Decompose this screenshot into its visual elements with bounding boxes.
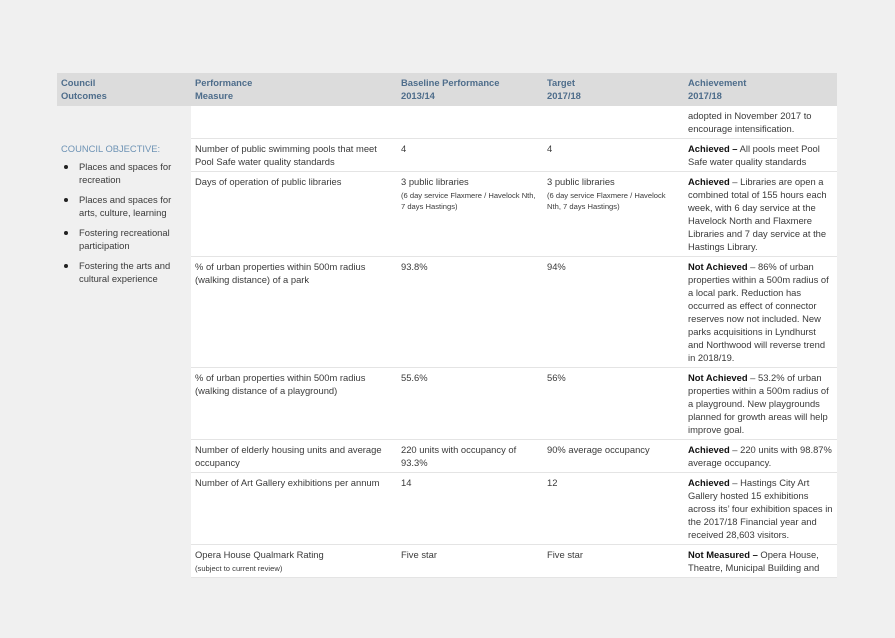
achievement-detail: – 86% of urban properties within a 500m radius of a local park. Reduction has occurred as effect of connector reserves now not included. New parks acquisitions in Lyndhurst and Northwood will reverse trend in 2018/19. — [688, 261, 829, 363]
status-label: Achieved — [688, 477, 730, 488]
measure-cell: % of urban properties within 500m radius (walking distance) of a park — [191, 257, 397, 368]
header-performance-measure: Performance Measure — [191, 73, 397, 106]
measure-value: Opera House Qualmark Rating — [195, 549, 324, 560]
target-cell: 90% average occupancy — [543, 440, 684, 473]
achievement-cell — [684, 545, 837, 578]
measure-note: (subject to current review) — [195, 564, 283, 573]
objective-list — [61, 160, 187, 286]
performance-table — [57, 73, 837, 578]
header-row — [57, 73, 837, 106]
status-label: Not Achieved — [688, 261, 748, 272]
achievement-cell — [684, 368, 837, 440]
objective-item: Fostering recreational participation — [61, 226, 187, 253]
achievement-detail: Opera House, Theatre, Municipal Building and — [688, 549, 820, 573]
baseline-value: 3 public libraries — [401, 176, 469, 187]
measure-cell: Number of Art Gallery exhibitions per annum — [191, 473, 397, 545]
baseline-cell — [397, 172, 543, 257]
measure-cell: % of urban properties within 500m radius (walking distance of a playground) — [191, 368, 397, 440]
target-cell: 12 — [543, 473, 684, 545]
measure-cell — [191, 545, 397, 578]
target-cell: Five star — [543, 545, 684, 578]
header-baseline: Baseline Performance 2013/14 — [397, 73, 543, 106]
achievement-cell — [684, 440, 837, 473]
continuation-row — [57, 106, 837, 139]
council-objective-cell — [57, 139, 191, 578]
objective-title: COUNCIL OBJECTIVE: — [61, 142, 161, 154]
status-label: Not Achieved — [688, 372, 748, 383]
achievement-detail: – Hastings City Art Gallery hosted 15 exhibitions across its’ four exhibition spaces in the 2017/18 Financial year and received 28,603 visitors. — [688, 477, 833, 540]
baseline-note: (6 day service Flaxmere / Havelock Nth, 7 days Hastings) — [401, 191, 536, 211]
baseline-cell: 220 units with occupancy of 93.3% — [397, 440, 543, 473]
status-label: Achieved — [688, 444, 730, 455]
header-council-outcomes: Council Outcomes — [57, 73, 191, 106]
achievement-cell — [684, 473, 837, 545]
achievement-cell — [684, 172, 837, 257]
table-row — [57, 139, 837, 172]
objective-item: Places and spaces for arts, culture, learning — [61, 193, 187, 220]
target-cell — [543, 172, 684, 257]
header-achievement: Achievement 2017/18 — [684, 73, 837, 106]
achievement-cell — [684, 257, 837, 368]
baseline-cell: 55.6% — [397, 368, 543, 440]
continuation-achievement: adopted in November 2017 to encourage intensification. — [684, 106, 837, 139]
status-label: Achieved – — [688, 143, 738, 154]
target-cell: 94% — [543, 257, 684, 368]
baseline-cell: 4 — [397, 139, 543, 172]
target-note: (6 day service Flaxmere / Havelock Nth, 7 days Hastings) — [547, 191, 666, 211]
measure-cell: Number of elderly housing units and average occupancy — [191, 440, 397, 473]
target-cell: 56% — [543, 368, 684, 440]
achievement-detail: – Libraries are open a combined total of 155 hours each week, with 6 day service at the Havelock North and Flaxmere Libraries and 7 day service at the Hastings Library. — [688, 176, 827, 252]
achievement-detail: All pools meet Pool Safe water quality standards — [688, 143, 820, 167]
status-label: Achieved — [688, 176, 730, 187]
target-cell: 4 — [543, 139, 684, 172]
baseline-cell: 14 — [397, 473, 543, 545]
objective-item: Fostering the arts and cultural experience — [61, 259, 187, 286]
measure-cell: Days of operation of public libraries — [191, 172, 397, 257]
objective-item: Places and spaces for recreation — [61, 160, 187, 187]
baseline-cell: 93.8% — [397, 257, 543, 368]
target-value: 3 public libraries — [547, 176, 615, 187]
achievement-detail: – 220 units with 98.87% average occupancy. — [688, 444, 832, 468]
measure-cell: Number of public swimming pools that meet Pool Safe water quality standards — [191, 139, 397, 172]
header-target: Target 2017/18 — [543, 73, 684, 106]
status-label: Not Measured – — [688, 549, 758, 560]
baseline-cell: Five star — [397, 545, 543, 578]
achievement-cell — [684, 139, 837, 172]
achievement-detail: – 53.2% of urban properties within a 500m radius of a playground. New playgrounds planned for growth areas will help improve goal. — [688, 372, 829, 435]
